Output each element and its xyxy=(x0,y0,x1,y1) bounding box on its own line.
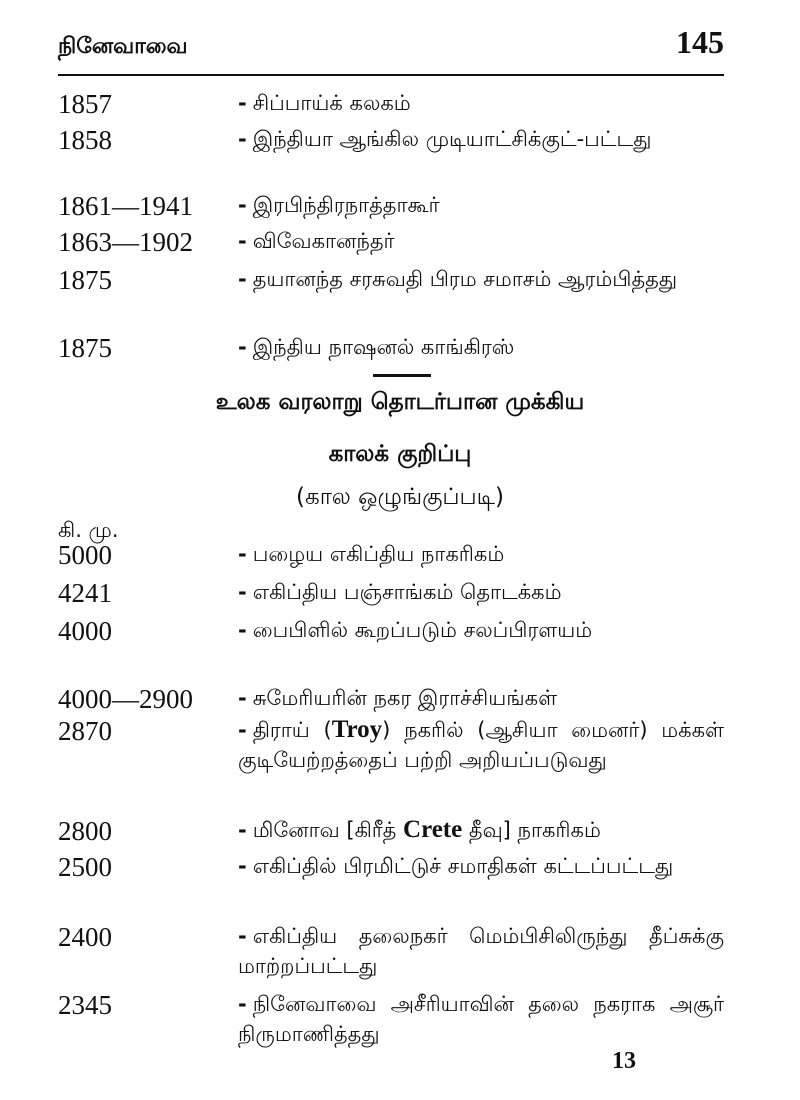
timeline-entry xyxy=(58,713,738,813)
entry-year: 2345 xyxy=(58,990,112,1020)
entry-text: - சிப்பாய்க் கலகம் xyxy=(238,91,411,115)
timeline-entry xyxy=(58,681,738,713)
entry-text: - நினேவாவை அசீரியாவின் தலை நகராக அசூர் நிருமாணித்தது xyxy=(238,992,724,1046)
entry-text: - பைபிளில் கூறப்படும் சலப்பிரளயம் xyxy=(238,618,593,642)
latin-term: Crete xyxy=(403,816,463,843)
section-subheading: காலக் குறிப்பு xyxy=(328,441,472,467)
timeline-entry xyxy=(58,188,738,224)
entry-year: 1857 xyxy=(58,89,112,119)
timeline-top xyxy=(58,86,738,366)
entry-text: - இந்தியா ஆங்கில முடியாட்சிக்குட்-பட்டது xyxy=(238,127,652,151)
entry-text: - தயானந்த சரசுவதி பிரம சமாசம் ஆரம்பித்தது xyxy=(238,267,678,291)
entry-year: 1863—1902 xyxy=(58,227,193,257)
entry-year: 1858 xyxy=(58,125,112,155)
entry-text: - திராய் (Troy) நகரில் (ஆசியா மைனர்) மக்கள் குடியேற்றத்தைப் பற்றி அறியப்படுவது xyxy=(238,716,724,772)
entry-year: 2400 xyxy=(58,922,112,952)
running-title: நினேவாவை xyxy=(58,34,188,59)
timeline-entry xyxy=(58,330,738,366)
entry-text: - இரபிந்திரநாத்தாகூர் xyxy=(238,193,440,217)
entry-year: 1861—1941 xyxy=(58,191,193,221)
page-number: 145 xyxy=(676,24,724,60)
timeline-entry xyxy=(58,987,738,1053)
entry-text: - இந்திய நாஷனல் காங்கிரஸ் xyxy=(238,335,515,359)
entry-year: 4241 xyxy=(58,578,112,608)
timeline-entry xyxy=(58,262,738,330)
timeline-entry xyxy=(58,849,738,919)
entry-year: 1875 xyxy=(58,265,112,295)
section-note: (கால ஒழுங்குப்படி) xyxy=(296,484,504,510)
latin-term: Troy xyxy=(331,716,383,743)
timeline-entry xyxy=(58,813,738,849)
timeline-entry xyxy=(58,919,738,987)
timeline-entry xyxy=(58,122,738,188)
timeline-bottom xyxy=(58,537,738,1053)
timeline-entry xyxy=(58,86,738,122)
entry-year: 5000 xyxy=(58,540,112,570)
entry-text: - பழைய எகிப்திய நாகரிகம் xyxy=(238,542,505,566)
entry-text: - சுமேரியரின் நகர இராச்சியங்கள் xyxy=(238,686,558,710)
page-header xyxy=(58,22,724,74)
timeline-entry xyxy=(58,575,738,613)
timeline-entry xyxy=(58,537,738,575)
header-rule xyxy=(58,74,724,76)
entry-text: - எகிப்திய பஞ்சாங்கம் தொடக்கம் xyxy=(238,580,562,604)
entry-text: - மினோவ [கிரீத் Crete தீவு] நாகரிகம் xyxy=(238,816,601,843)
entry-text: - எகிப்திய தலைநகர் மெம்பிசிலிருந்து தீப்சுக்கு மாற்றப்பட்டது xyxy=(238,924,724,978)
entry-year: 2870 xyxy=(58,716,112,746)
entry-year: 2800 xyxy=(58,816,112,846)
section-divider xyxy=(373,374,431,377)
signature-number: 13 xyxy=(612,1048,636,1074)
entry-text: - விவேகானந்தர் xyxy=(238,229,395,253)
entry-year: 4000 xyxy=(58,616,112,646)
entry-year: 4000—2900 xyxy=(58,684,193,714)
era-label: கி. மு. xyxy=(58,518,119,542)
timeline-entry xyxy=(58,613,738,681)
entry-year: 1875 xyxy=(58,333,112,363)
entry-text: - எகிப்தில் பிரமிட்டுச் சமாதிகள் கட்டப்பட்டது xyxy=(238,854,674,878)
timeline-entry xyxy=(58,224,738,262)
section-heading: உலக வரலாறு தொடர்பான முக்கிய xyxy=(215,389,585,415)
entry-year: 2500 xyxy=(58,852,112,882)
